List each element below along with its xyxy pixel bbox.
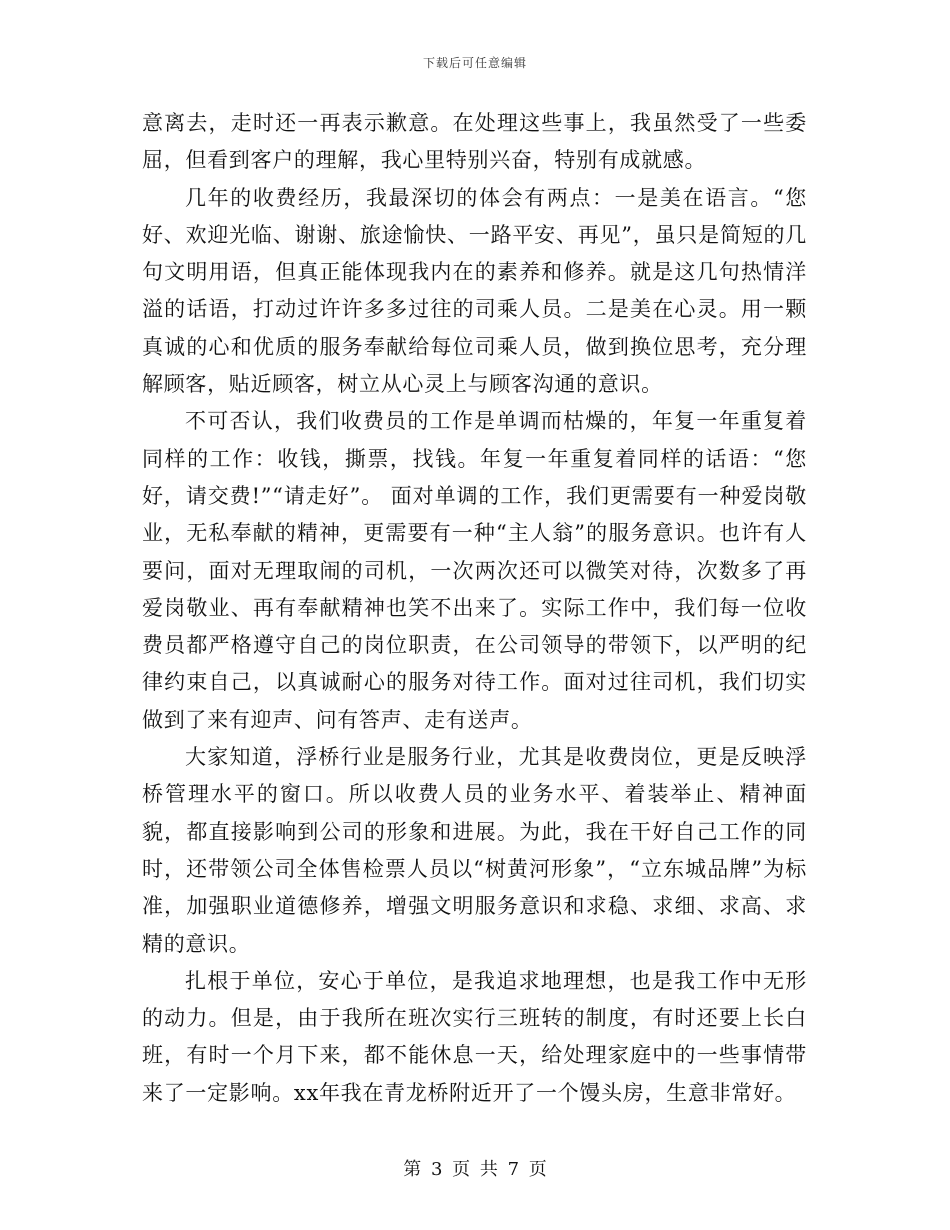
document-body: [142, 105, 807, 1112]
paragraph-4: 大家知道，浮桥行业是服务行业，尤其是收费岗位，更是反映浮桥管理水平的窗口。所以收费人员的业务水平、着装举止、精神面貌，都直接影响到公司的形象和进展。为此，我在干好自己工作的同时，还带领公司全体售检票人员以“树黄河形象”，“立东城品牌”为标准，加强职业道德修养，增强文明服务意识和求稳、求细、求高、求精的意识。: [142, 745, 807, 956]
paragraph-1: 意离去，走时还一再表示歉意。在处理这些事上，我虽然受了一些委屈，但看到客户的理解，我心里特别兴奋，特别有成就感。: [142, 111, 807, 173]
paragraph-5: 扎根于单位，安心于单位，是我追求地理想，也是我工作中无形的动力。但是，由于我所在班次实行三班转的制度，有时还要上长白班，有时一个月下来，都不能休息一天，给处理家庭中的一些事情带来了一定影响。xx年我在青龙桥附近开了一个馒头房，生意非常好。: [142, 968, 807, 1105]
paragraph-2: 几年的收费经历，我最深切的体会有两点：一是美在语言。“您好、欢迎光临、谢谢、旅途愉快、一路平安、再见”，虽只是简短的几句文明用语，但真正能体现我内在的素养和修养。就是这几句热情洋溢的话语，打动过许许多多过往的司乘人员。二是美在心灵。用一颗真诚的心和优质的服务奉献给每位司乘人员，做到换位思考，充分理解顾客，贴近顾客，树立从心灵上与顾客沟通的意识。: [142, 185, 807, 397]
page-number: 第 3 页 共 7 页: [403, 1159, 547, 1180]
paragraph-3: 不可否认，我们收费员的工作是单调而枯燥的，年复一年重复着同样的工作：收钱，撕票，找钱。年复一年重复着同样的话语：“您好，请交费!”“请走好”。 面对单调的工作，我们更需要有一种爱岗敬业，无私奉献的精神，更需要有一种“主人翁”的服务意识。也许有人要问，面对无理取闹的司机，一次两次还可以微笑对待，次数多了再爱岗敬业、再有奉献精神也笑不出来了。实际工作中，我们每一位收费员都严格遵守自己的岗位职责，在公司领导的带领下，以严明的纪律约束自己，以真诚耐心的服务对待工作。面对过往司机，我们切实做到了来有迎声、问有答声、走有送声。: [142, 409, 807, 732]
page-header: 下载后可任意编辑: [422, 56, 527, 70]
